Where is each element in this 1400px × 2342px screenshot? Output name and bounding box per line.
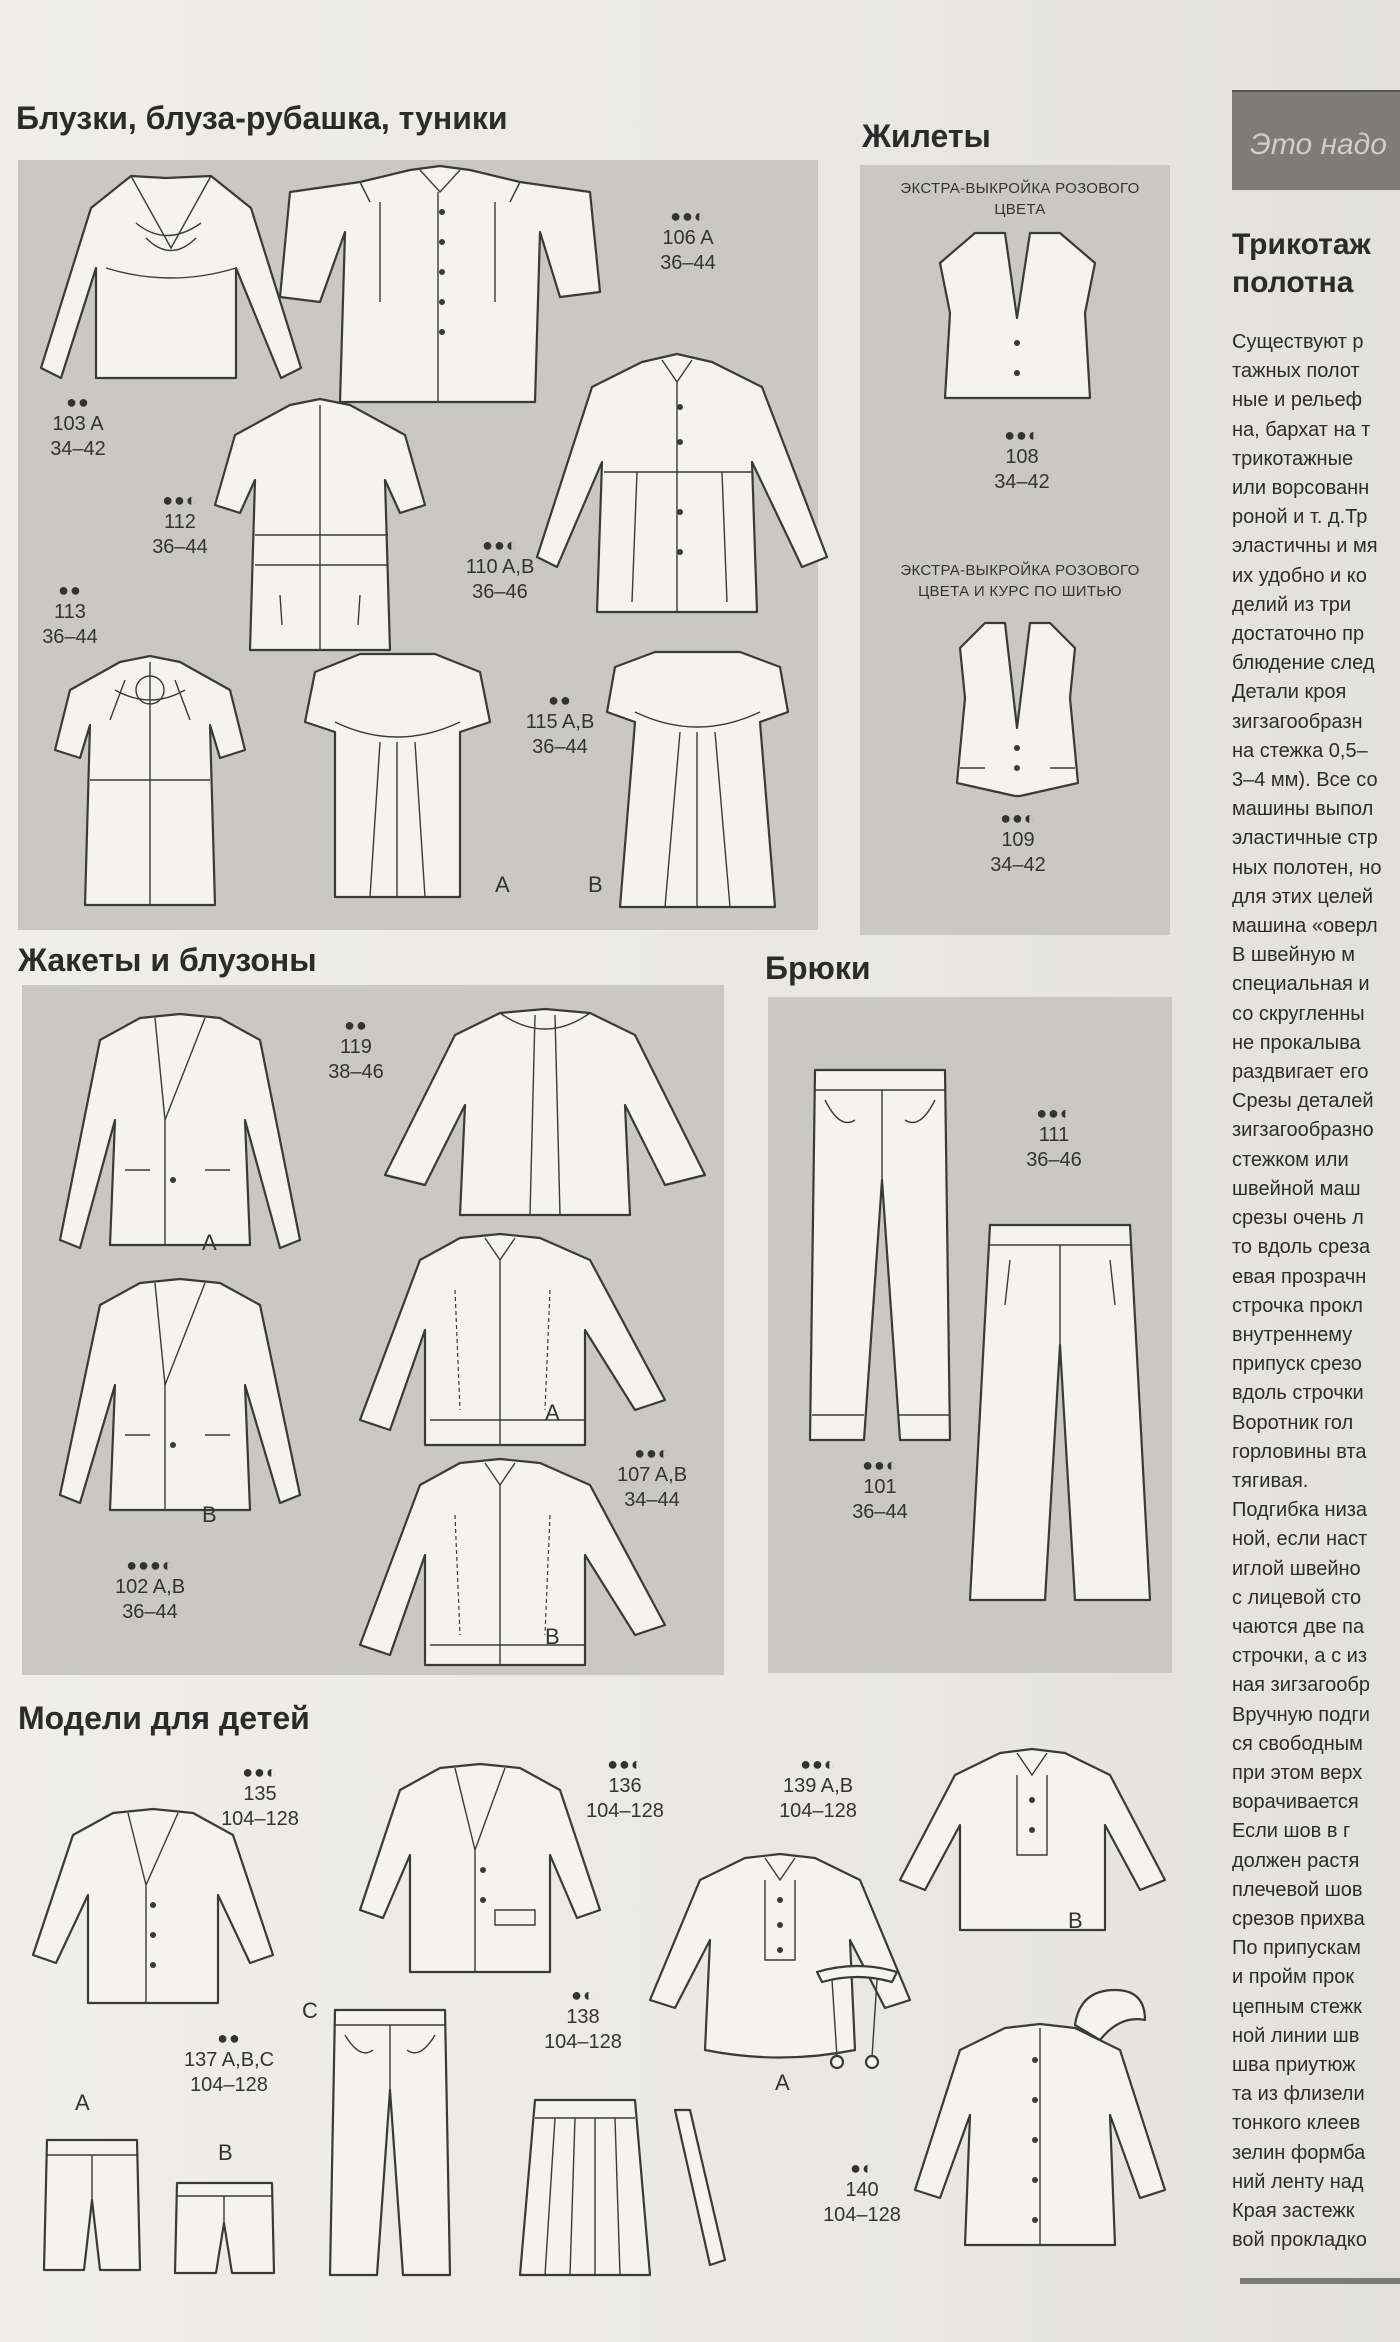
article-line: ной, если наст [1232,1528,1368,1551]
article-line: машины выпол [1232,798,1374,821]
article-line: срезов прихва [1232,1907,1365,1930]
label-115: ●● 115 A,B 36–44 [525,690,595,758]
article-line: специальная и [1232,973,1370,996]
article-line: строчки, а с из [1232,1645,1367,1668]
garment-shorts-137b [172,2178,277,2278]
garment-blouson-107a [350,1230,670,1450]
article-line: блюдение след [1232,652,1375,675]
article-line: делий из три [1232,593,1352,616]
article-line: то вдоль среза [1232,1236,1371,1259]
section-title-vests: Жилеты [862,118,991,154]
article-line: плечевой шов [1232,1878,1363,1901]
variant-137-b: B [218,2140,233,2165]
label-139: ●●◐ 139 A,B 104–128 [779,1754,857,1822]
label-137: ●● 137 A,B,C 104–128 [183,2028,275,2096]
label-135: ●●◐ 135 104–128 [221,1762,299,1830]
garment-jacket-140 [910,2020,1170,2250]
article-line: шва приутюж [1232,2053,1356,2076]
article-bottom-rule [1240,2278,1400,2284]
article-line: роной и т. д.Тр [1232,506,1368,529]
label-103: ●● 103 A 34–42 [50,392,106,460]
label-140: ●◐ 140 104–128 [823,2158,901,2226]
garment-jeans-137c [325,2000,455,2280]
garment-top-115a [300,642,495,902]
article-line: ная зигзагообр [1232,1674,1370,1697]
article-line: ной линии шв [1232,2024,1360,2047]
article-line: эластичные стр [1232,827,1378,850]
article-line: Края застежк [1232,2200,1355,2222]
article-line: не прокалыва [1232,1031,1361,1054]
article-line: стежком или [1232,1148,1349,1171]
garment-scarf-139 [812,1962,902,2072]
garment-shorts-137a [42,2130,142,2275]
article-line: зелин формба [1232,2141,1366,2164]
article-line: на стежка 0,5– [1232,739,1368,762]
article-line: 3–4 мм). Все со [1232,769,1378,792]
article-line: раздвигает его [1232,1061,1369,1084]
garment-trousers-101 [800,1060,960,1445]
label-109: ●●◐ 109 34–42 [990,808,1046,876]
article-line: тажных полот [1232,360,1360,383]
article-line: зигзагообразн [1232,710,1363,733]
article-line: ных полотен, но [1232,856,1382,879]
label-108: ●●◐ 108 34–42 [994,425,1050,493]
article-line: вой прокладко [1232,2229,1367,2252]
label-119: ●● 119 38–46 [328,1015,384,1083]
variant-102-a: A [202,1230,217,1255]
garment-top-112 [210,395,430,655]
garment-jacket-102a [55,1010,305,1260]
garment-vest-109 [950,618,1085,798]
article-line: достаточно пр [1232,623,1365,646]
article-line: Вручную подги [1232,1703,1370,1726]
section-title-trousers: Брюки [765,950,871,986]
article-line: с лицевой сто [1232,1586,1362,1609]
note-vest-109: ЭКСТРА-ВЫКРОЙКА РОЗОВОГО ЦВЕТА И КУРС ПО ШИТЬЮ [900,562,1140,600]
article-banner [1232,92,1400,190]
article-line: зигзагообразно [1232,1119,1374,1142]
garment-jacket-102b [55,1275,305,1525]
variant-115-a: A [495,872,510,897]
label-112: ●●◐ 112 36–44 [152,490,208,558]
article-line: при этом верх [1232,1761,1363,1784]
article-line: для этих целей [1232,885,1374,908]
garment-tunic-110 [532,352,832,617]
article-line: чаются две па [1232,1615,1365,1638]
label-136: ●●◐ 136 104–128 [586,1754,664,1822]
garment-blouse-103 [36,168,306,388]
garment-hat-140 [1070,1985,1150,2045]
article-line: Воротник гол [1232,1411,1354,1434]
article-line: та из флизели [1232,2083,1365,2106]
variant-102-b: B [202,1502,217,1527]
section-title-jackets: Жакеты и блузоны [18,942,317,978]
article-banner-text: Это надо [1250,128,1387,161]
label-106: ●●◐ 106 A 36–44 [660,206,716,274]
article-line: трикотажные [1232,447,1354,470]
article-title [1232,226,1371,302]
article-line: припуск срезо [1232,1353,1362,1376]
article-line: тонкого клеев [1232,2112,1361,2135]
article-line: срезы очень л [1232,1207,1364,1230]
article-line: ворачивается [1232,1791,1359,1814]
article-body [1232,328,1400,2255]
garment-trousers-111 [965,1215,1155,1605]
article-line: вдоль строчки [1232,1382,1364,1405]
garment-vest-108 [935,228,1100,408]
label-102: ●●●◐ 102 A,B 36–44 [114,1555,186,1623]
article-line: В швейную м [1232,944,1355,967]
article-line: и пройм прок [1232,1966,1355,1989]
variant-139-a: A [775,2070,790,2095]
article-title-line-2: полотна [1232,266,1354,299]
section-title-kids: Модели для детей [18,1700,310,1736]
article-line: евая прозрачн [1232,1265,1367,1288]
article-line: должен растя [1232,1849,1360,1872]
garment-jacket-135 [28,1805,278,2005]
garment-skirt-138 [490,2090,730,2280]
section-title-blouses: Блузки, блуза-рубашка, туники [16,100,508,136]
variant-137-a: A [75,2090,90,2115]
article-line: машина «оверл [1232,915,1378,938]
article-line: Подгибка низа [1232,1499,1368,1522]
variant-137-c: C [302,1998,318,2023]
article-line: ные и рельеф [1232,389,1363,412]
label-113: ●● 113 36–44 [42,580,98,648]
article-line: внутреннему [1232,1323,1353,1346]
article-line: цепным стежк [1232,1995,1362,2018]
article-title-line-1: Трикотаж [1232,228,1371,261]
article-line: ний ленту над [1232,2170,1364,2193]
label-138: ●◐ 138 104–128 [544,1985,622,2053]
article-line: швейной маш [1232,1177,1361,1200]
article-line: Существуют р [1232,331,1364,353]
label-107: ●●◐ 107 A,B 34–44 [616,1443,688,1511]
article-line: Детали кроя [1232,681,1347,704]
article-line: строчка прокл [1232,1294,1363,1317]
variant-115-b: B [588,872,603,897]
variant-139-b: B [1068,1908,1083,1933]
garment-blouse-113 [50,650,250,910]
article-line: Срезы деталей [1232,1090,1374,1113]
article-line: со скругленны [1232,1002,1365,1025]
note-vest-108: ЭКСТРА-ВЫКРОЙКА РОЗОВОГО ЦВЕТА [900,180,1140,218]
article-line: эластичны и мя [1232,535,1378,558]
article-line: горловины вта [1232,1440,1367,1463]
article-line: По припускам [1232,1937,1361,1960]
article-line: на, бархат на т [1232,418,1371,441]
label-110: ●●◐ 110 A,B 36–46 [465,535,535,603]
garment-shirt-139b [895,1745,1170,1935]
article-line: ся свободным [1232,1732,1363,1755]
article-line: иглой швейно [1232,1557,1361,1580]
garment-jacket-119 [380,1005,710,1220]
article-line: Если шов в г [1232,1820,1351,1843]
label-111: ●●◐ 111 36–46 [1026,1103,1082,1171]
article-line: тягивая. [1232,1469,1309,1492]
label-101: ●●◐ 101 36–44 [852,1455,908,1523]
garment-dress-115b [600,642,795,912]
article-line: или ворсованн [1232,477,1370,500]
article-line: их удобно и ко [1232,564,1367,587]
variant-107-b: B [545,1624,560,1649]
variant-107-a: A [545,1400,560,1425]
garment-jacket-136 [355,1760,605,1975]
